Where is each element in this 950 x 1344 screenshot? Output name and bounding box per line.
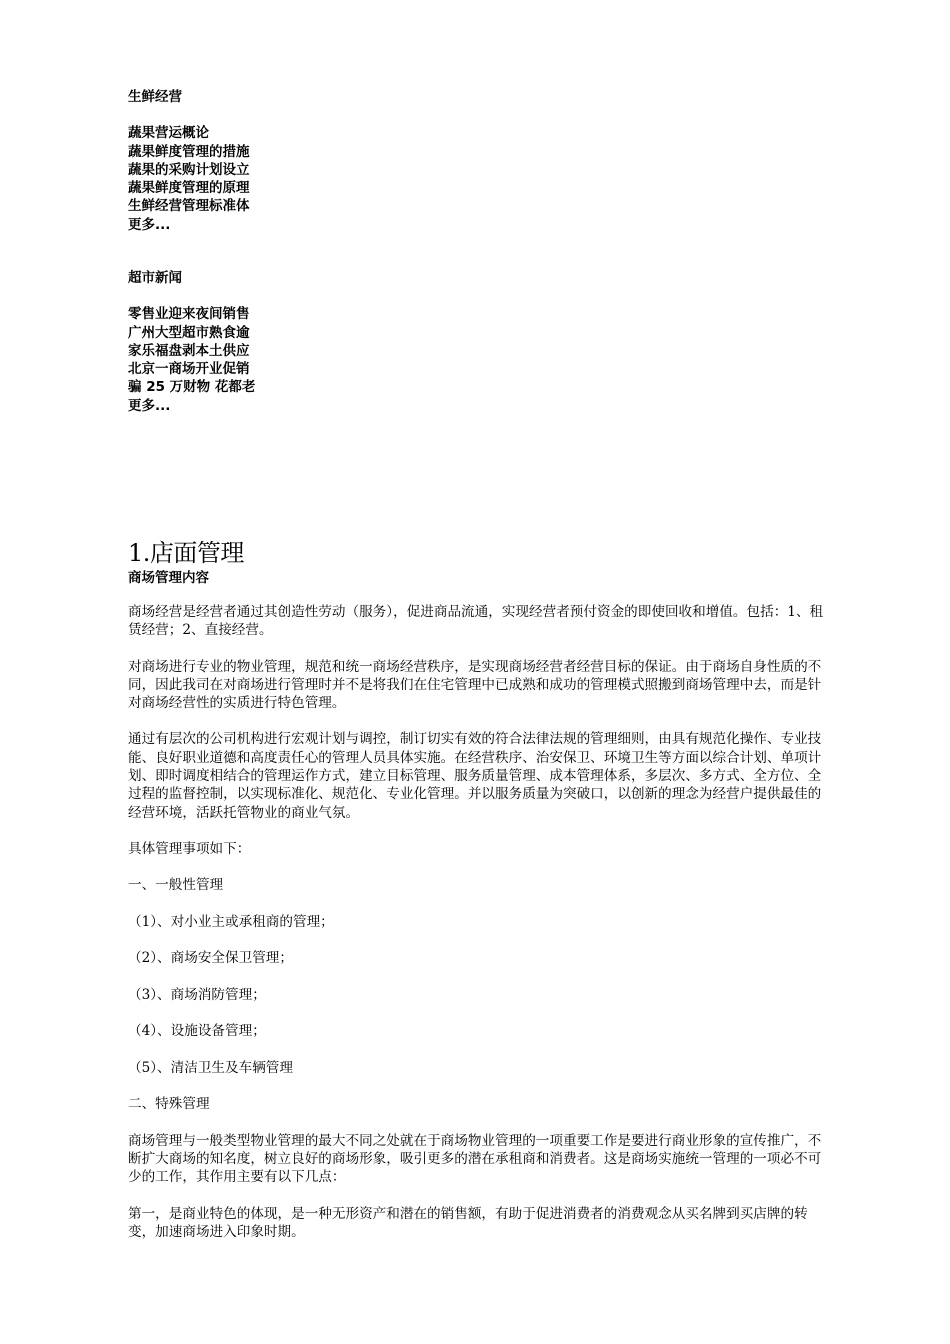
news-link[interactable]: 广州大型超市熟食逾 <box>128 324 250 341</box>
article-title: 1.店面管理 <box>128 539 244 567</box>
paragraph: 一、一般性管理 <box>128 877 224 894</box>
news-link[interactable]: 零售业迎来夜间销售 <box>128 306 250 323</box>
paragraph: 二、特殊管理 <box>128 1096 210 1113</box>
list-item: （3）、商场消防管理； <box>128 986 266 1003</box>
paragraph: 商场经营是经营者通过其创造性劳动（服务），促进商品流通，实现经营者预付资金的即使回收和增值。包括：1、租赁经营；2、直接经营。 <box>128 604 824 639</box>
news-link[interactable]: 家乐福盘剥本土供应 <box>128 342 250 359</box>
paragraph: 第一，是商业特色的体现，是一种无形资产和潜在的销售额，有助于促进消费者的消费观念从买名牌到买店牌的转变，加速商场进入印象时期。 <box>128 1205 808 1241</box>
fresh-link[interactable]: 生鲜经营管理标准体 <box>128 198 250 215</box>
news-more-link[interactable]: 更多... <box>128 397 171 414</box>
paragraph: 对商场进行专业的物业管理，规范和统一商场经营秩序，是实现商场经营者经营目标的保证。由于商场自身性质的不同，因此我司在对商场进行管理时并不是将我们在住宅管理中已成熟和成功的管理模式照搬到商场管理中去，而是针对商场经营性的实质进行特色管理。 <box>128 658 822 712</box>
fresh-link[interactable]: 蔬果营运概论 <box>128 125 209 142</box>
fresh-link[interactable]: 蔬果鲜度管理的原理 <box>128 180 250 197</box>
sidebar-news-section <box>128 269 328 415</box>
paragraph: 商场管理与一般类型物业管理的最大不同之处就在于商场物业管理的一项重要工作是要进行商业形象的宣传推广，不断扩大商场的知名度，树立良好的商场形象，吸引更多的潜在承租商和消费者。这是商场实施统一管理的一项必不可少的工作，其作用主要有以下几点： <box>128 1132 822 1186</box>
fresh-link[interactable]: 蔬果鲜度管理的措施 <box>128 143 250 160</box>
paragraph: 具体管理事项如下： <box>128 840 251 857</box>
list-item: （4）、设施设备管理； <box>128 1023 266 1040</box>
list-item: （1）、对小业主或承租商的管理； <box>128 913 334 930</box>
news-heading: 超市新闻 <box>128 270 182 286</box>
fresh-link[interactable]: 蔬果的采购计划设立 <box>128 161 250 178</box>
article-subtitle: 商场管理内容 <box>128 570 209 586</box>
sidebar-fresh-section <box>128 88 328 234</box>
news-link[interactable]: 北京一商场开业促销 <box>128 361 250 378</box>
article-body <box>128 603 828 1259</box>
list-item: （2）、商场安全保卫管理； <box>128 950 293 967</box>
fresh-more-link[interactable]: 更多... <box>128 216 171 233</box>
news-link[interactable]: 骗 25 万财物 花都老 <box>128 379 256 396</box>
paragraph: 通过有层次的公司机构进行宏观计划与调控，制订切实有效的符合法律法规的管理细则，由具有规范化操作、专业技能、良好职业道德和高度责任心的管理人员具体实施。在经营秩序、治安保卫、环境卫生等方面以综合计划、单项计划、即时调度相结合的管理运作方式，建立目标管理、服务质量管理、成本管理体系，多层次、多方式、全方位、全过程的监督控制，以实现标准化、规范化、专业化管理。并以服务质量为突破口，以创新的理念为经营户提供最佳的经营环境，活跃托管物业的商业气氛。 <box>128 731 822 821</box>
fresh-heading: 生鲜经营 <box>128 89 182 105</box>
list-item: （5）、清洁卫生及车辆管理 <box>128 1059 293 1076</box>
